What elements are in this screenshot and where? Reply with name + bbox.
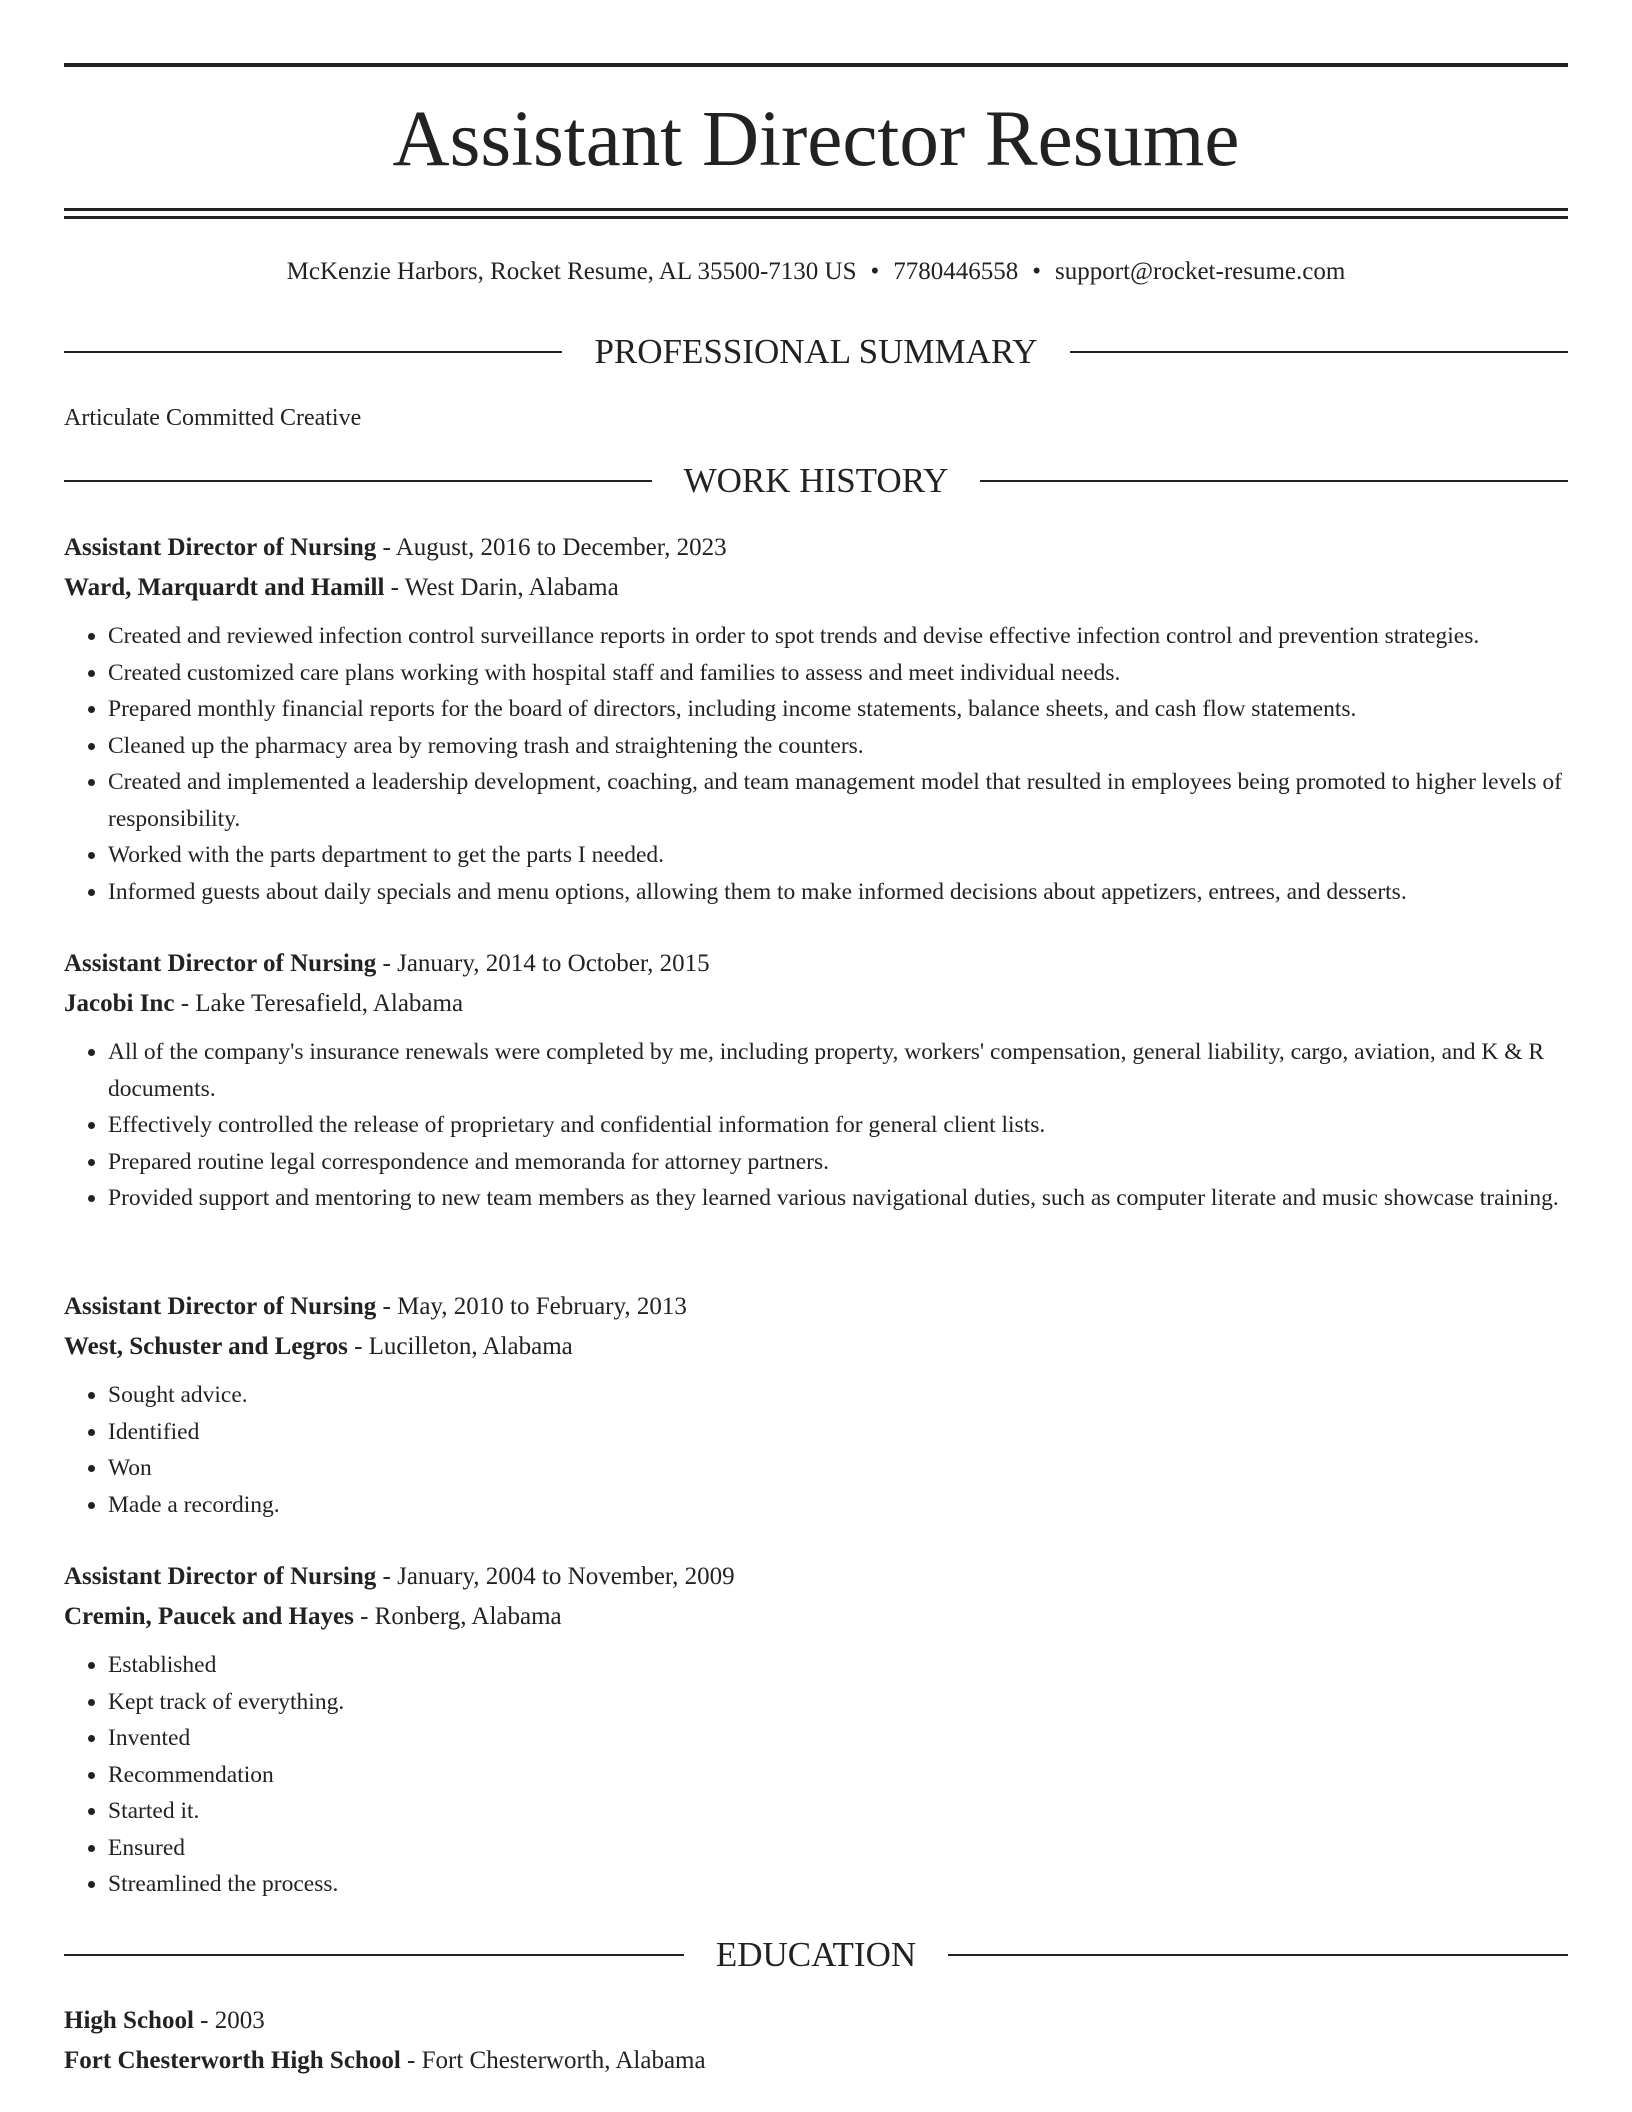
job-title-line xyxy=(64,944,1568,984)
education-location: - Fort Chesterworth, Alabama xyxy=(400,2047,706,2074)
job-company-line xyxy=(64,1597,1568,1637)
job-title: Assistant Director of Nursing xyxy=(64,534,377,561)
list-item: • Kept track of everything. xyxy=(108,1684,1568,1721)
section-rule xyxy=(64,1954,684,1956)
list-item: • Streamlined the process. xyxy=(108,1866,1568,1903)
job-entry xyxy=(64,528,1568,910)
job-title: Assistant Director of Nursing xyxy=(64,1293,377,1320)
list-item: • Created customized care plans working with hospital staff and families to assess and meet individual needs. xyxy=(108,655,1568,692)
job-bullets xyxy=(64,618,1568,910)
list-item: • Started it. xyxy=(108,1793,1568,1830)
list-item: • Identified xyxy=(108,1414,1568,1451)
job-location: - Ronberg, Alabama xyxy=(353,1603,562,1630)
summary-text: Articulate Committed Creative xyxy=(64,405,362,431)
contact-address: McKenzie Harbors, Rocket Resume, AL 35500-7130 US xyxy=(286,258,857,285)
education-entry xyxy=(64,2001,1568,2081)
job-dates: - January, 2004 to November, 2009 xyxy=(376,1563,735,1590)
job-bullets xyxy=(64,1034,1568,1217)
section-rule xyxy=(64,480,652,482)
contact-line xyxy=(64,256,1568,288)
list-item: • Won xyxy=(108,1450,1568,1487)
job-dates: - May, 2010 to February, 2013 xyxy=(376,1293,687,1320)
list-item: • All of the company's insurance renewals were completed by me, including property, workers' compensation, general liability, cargo, aviation, and K & R documents. xyxy=(108,1034,1568,1107)
list-item: • Created and implemented a leadership development, coaching, and team management model that resulted in employees being promoted to higher levels of responsibility. xyxy=(108,764,1568,837)
list-item: • Provided support and mentoring to new team members as they learned various navigational duties, such as computer literate and music showcase training. xyxy=(108,1180,1568,1217)
job-company: Cremin, Paucek and Hayes xyxy=(64,1603,354,1630)
job-company-line xyxy=(64,1327,1568,1367)
education-year: - 2003 xyxy=(193,2007,265,2034)
job-bullets xyxy=(64,1647,1568,1903)
contact-email: support@rocket-resume.com xyxy=(1055,258,1346,285)
list-item: • Created and reviewed infection control surveillance reports in order to spot trends and devise effective infection control and prevention strategies. xyxy=(108,618,1568,655)
job-title: Assistant Director of Nursing xyxy=(64,1563,377,1590)
job-company: West, Schuster and Legros xyxy=(64,1333,348,1360)
job-location: - Lake Teresafield, Alabama xyxy=(174,990,464,1017)
education-degree: High School xyxy=(64,2007,194,2034)
job-title: Assistant Director of Nursing xyxy=(64,950,377,977)
top-rule xyxy=(64,63,1568,67)
list-item: • Prepared routine legal correspondence and memoranda for attorney partners. xyxy=(108,1144,1568,1181)
list-item: • Established xyxy=(108,1647,1568,1684)
section-rule xyxy=(948,1954,1568,1956)
list-item: • Cleaned up the pharmacy area by removing trash and straightening the counters. xyxy=(108,728,1568,765)
list-item: • Invented xyxy=(108,1720,1568,1757)
contact-separator: • xyxy=(870,258,880,285)
section-title-summary: PROFESSIONAL SUMMARY xyxy=(594,332,1038,371)
list-item: • Ensured xyxy=(108,1830,1568,1867)
title-rule-upper xyxy=(64,208,1568,211)
job-title-line xyxy=(64,1287,1568,1327)
job-company-line xyxy=(64,568,1568,608)
section-title-work: WORK HISTORY xyxy=(683,461,949,500)
list-item: • Made a recording. xyxy=(108,1487,1568,1524)
education-school: Fort Chesterworth High School xyxy=(64,2047,401,2074)
job-title-line xyxy=(64,1557,1568,1597)
section-title-education: EDUCATION xyxy=(715,1935,917,1974)
job-location: - Lucilleton, Alabama xyxy=(347,1333,573,1360)
job-dates: - January, 2014 to October, 2015 xyxy=(376,950,710,977)
education-school-line xyxy=(64,2041,1568,2081)
job-entry xyxy=(64,944,1568,1217)
list-item: • Sought advice. xyxy=(108,1377,1568,1414)
title-rule-lower xyxy=(64,216,1568,219)
education-degree-line xyxy=(64,2001,1568,2041)
section-rule xyxy=(1070,351,1568,353)
page-title: Assistant Director Resume xyxy=(392,96,1240,183)
list-item: • Worked with the parts department to get the parts I needed. xyxy=(108,837,1568,874)
job-company: Ward, Marquardt and Hamill xyxy=(64,574,385,601)
section-header-summary xyxy=(64,330,1568,374)
list-item: • Recommendation xyxy=(108,1757,1568,1794)
job-dates: - August, 2016 to December, 2023 xyxy=(376,534,727,561)
contact-phone: 7780446558 xyxy=(893,258,1019,285)
job-location: - West Darin, Alabama xyxy=(384,574,619,601)
section-header-work xyxy=(64,459,1568,503)
job-bullets xyxy=(64,1377,1568,1523)
job-entry xyxy=(64,1287,1568,1523)
job-entry xyxy=(64,1557,1568,1903)
job-company: Jacobi Inc xyxy=(64,990,175,1017)
job-title-line xyxy=(64,528,1568,568)
section-rule xyxy=(64,351,562,353)
contact-separator: • xyxy=(1032,258,1042,285)
list-item: • Prepared monthly financial reports for the board of directors, including income statements, balance sheets, and cash flow statements. xyxy=(108,691,1568,728)
job-company-line xyxy=(64,984,1568,1024)
section-rule xyxy=(980,480,1568,482)
section-header-education xyxy=(64,1933,1568,1977)
list-item: • Informed guests about daily specials and menu options, allowing them to make informed decisions about appetizers, entrees, and desserts. xyxy=(108,874,1568,911)
list-item: • Effectively controlled the release of proprietary and confidential information for general client lists. xyxy=(108,1107,1568,1144)
